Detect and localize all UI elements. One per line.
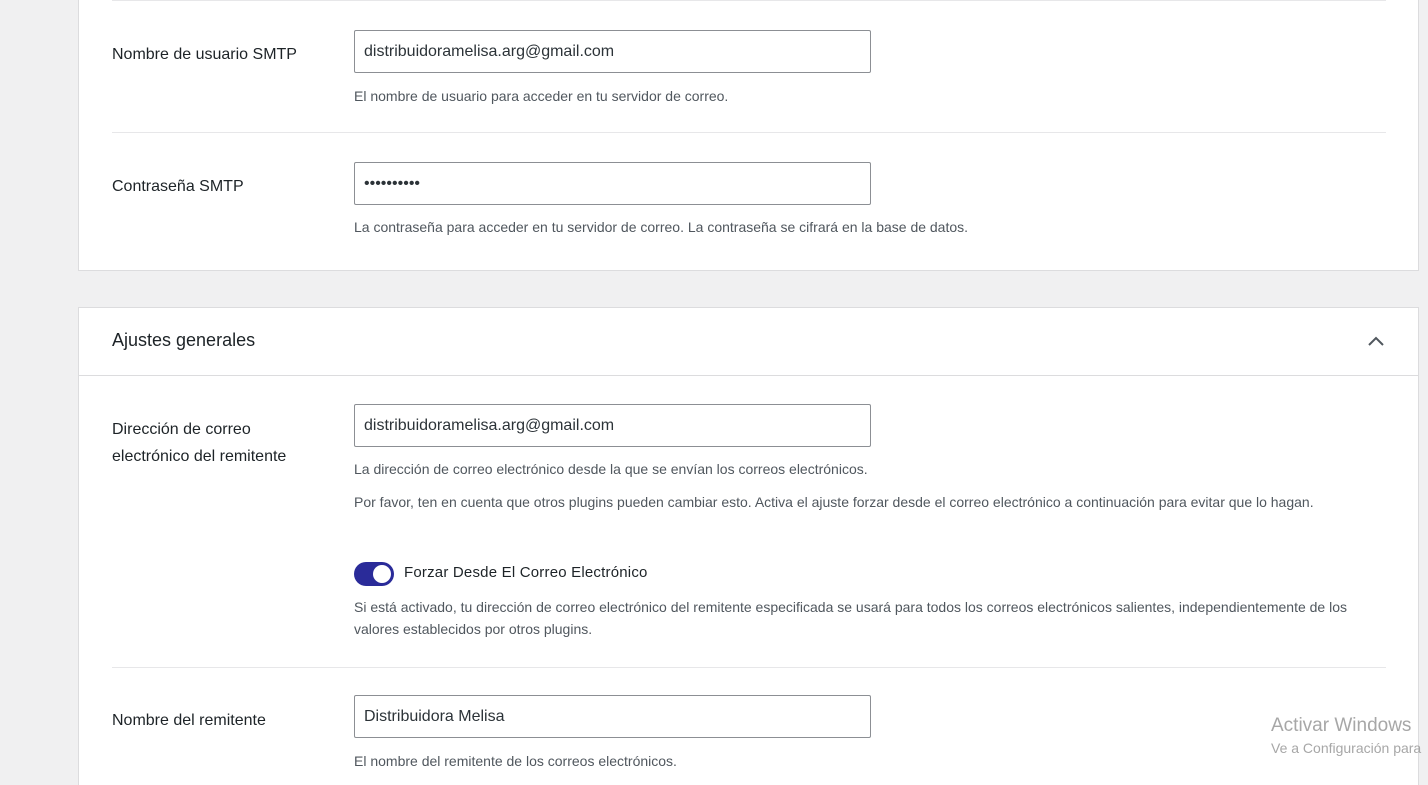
- smtp-password-label: Contraseña SMTP: [112, 178, 244, 195]
- smtp-password-description: La contraseña para acceder en tu servidor de correo. La contraseña se cifrará en la base de datos.: [354, 219, 969, 235]
- from-email-label: Dirección de correo electrónico del remitente: [112, 421, 287, 465]
- smtp-password-input[interactable]: [354, 162, 871, 205]
- smtp-username-label: Nombre de usuario SMTP: [112, 46, 297, 63]
- toggle-knob: [373, 565, 391, 583]
- smtp-panel: [78, 0, 1419, 271]
- watermark-title: Activar Windows: [1271, 715, 1412, 736]
- row-divider: [112, 0, 1386, 1]
- smtp-username-description: El nombre de usuario para acceder en tu servidor de correo.: [354, 88, 729, 104]
- from-email-note: Por favor, ten en cuenta que otros plugins pueden cambiar esto. Activa el ajuste forzar desde el correo electrónico a continuación para evitar que lo hagan.: [354, 494, 1314, 510]
- section-header[interactable]: [79, 308, 1418, 376]
- from-name-label: Nombre del remitente: [112, 712, 266, 729]
- watermark-subtitle: Ve a Configuración para: [1271, 740, 1422, 756]
- chevron-up-icon[interactable]: [1364, 330, 1388, 354]
- from-email-input[interactable]: [354, 404, 871, 447]
- force-from-email-toggle[interactable]: [354, 562, 394, 586]
- row-divider: [112, 132, 1386, 133]
- general-settings-panel: [78, 307, 1419, 785]
- section-title: Ajustes generales: [112, 330, 256, 350]
- from-name-input[interactable]: [354, 695, 871, 738]
- row-divider: [112, 667, 1386, 668]
- windows-activation-watermark: [1271, 714, 1428, 758]
- force-from-email-description: Si está activado, tu dirección de correo electrónico del remitente especificada se usará para todos los correos electrónicos salientes, independientemente de los valores establecidos por otros plugins.: [354, 599, 1348, 637]
- force-from-email-label: Forzar Desde El Correo Electrónico: [404, 564, 648, 581]
- from-email-description: La dirección de correo electrónico desde la que se envían los correos electrónicos.: [354, 461, 868, 477]
- smtp-username-input[interactable]: [354, 30, 871, 73]
- from-name-description: El nombre del remitente de los correos electrónicos.: [354, 753, 677, 769]
